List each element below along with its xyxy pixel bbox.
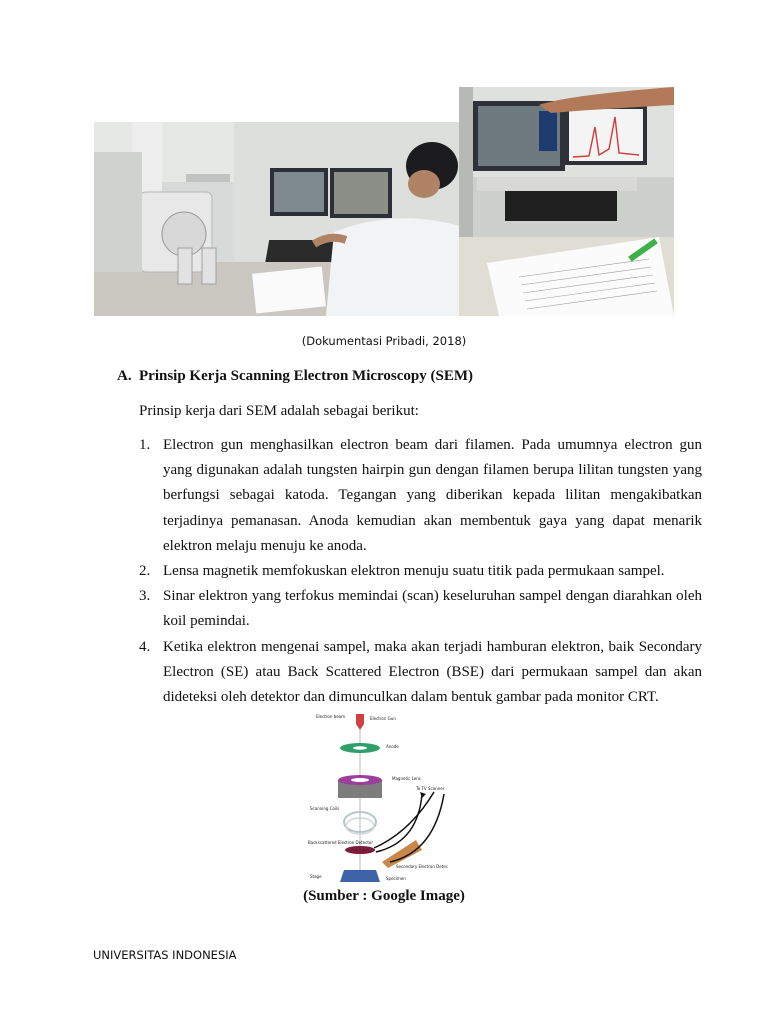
list-item-number: 2. — [139, 563, 151, 580]
list-item-number: 3. — [139, 588, 151, 605]
label-anode: Anode — [386, 744, 399, 749]
sem-monitor-photo — [459, 87, 674, 316]
list-item — [139, 433, 702, 559]
label-se-detector: Secondary Electron Detector — [396, 864, 448, 869]
electron-gun-shape — [356, 714, 364, 730]
list-item-number: 1. — [139, 437, 151, 453]
photo-caption: (Dokumentasi Pribadi, 2018) — [301, 334, 467, 348]
sem-schematic-svg — [306, 712, 448, 892]
list-item-text: Electron gun menghasilkan electron beam dari filamen. Pada umumnya electron gun yang digunakan adalah tungsten hairpin gun dengan filamen berupa lilitan tungsten yang berfungsi sebagai katoda. Tegangan yang diberikan kepada lilitan mengakibatkan terjadinya pemanasan. Anoda kemudian akan membentuk gaya yang dapat menarik elektron melaju menuju ke anoda. — [163, 437, 702, 554]
steps-list — [139, 433, 702, 710]
sem-monitor-photo-illustration — [459, 87, 674, 316]
section-title: Prinsip Kerja Scanning Electron Microscopy (SEM) — [139, 368, 474, 384]
list-item — [139, 635, 702, 711]
label-to-tv-scanner: To TV Scanner — [416, 786, 445, 791]
list-item-text: Lensa magnetik memfokuskan elektron menuju suatu titik pada permukaan sampel. — [163, 563, 665, 580]
label-stage: Stage — [310, 874, 322, 879]
list-item — [139, 584, 702, 634]
list-item-number: 4. — [139, 638, 151, 655]
label-electron-gun: Electron Gun — [370, 716, 396, 721]
intro-text: Prinsip kerja dari SEM adalah sebagai berikut: — [139, 403, 419, 419]
section-letter: A. — [117, 368, 132, 384]
footer-institution: UNIVERSITAS INDONESIA — [93, 948, 237, 962]
diagram-caption: (Sumber : Google Image) — [303, 888, 465, 904]
specimen-shape — [340, 870, 380, 882]
label-specimen: Specimen — [386, 876, 406, 881]
list-item-text: Sinar elektron yang terfokus memindai (scan) keseluruhan sampel dengan diarahkan oleh koil pemindai. — [163, 588, 702, 630]
section-heading — [117, 368, 473, 385]
list-item — [139, 559, 702, 584]
label-bse-detector: Backscattered Electron Detector — [308, 840, 373, 845]
sem-schematic-diagram — [306, 712, 448, 892]
label-magnetic-lens: Magnetic Lens — [392, 776, 421, 781]
bse-detector-shape — [345, 846, 375, 854]
sem-lab-photo-illustration — [94, 122, 460, 316]
label-electron-beam: Electron beam — [316, 714, 346, 719]
sem-lab-photo — [94, 122, 460, 316]
list-item-text: Ketika elektron mengenai sampel, maka akan terjadi hamburan elektron, baik Secondary Electron (SE) atau Back Scattered Electron (BSE) dari permukaan sampel dan akan dideteksi oleh detektor dan dimunculkan dalam bentuk gambar pada monitor CRT. — [163, 638, 702, 706]
label-scanning-coils: Scanning Coils — [310, 806, 340, 811]
